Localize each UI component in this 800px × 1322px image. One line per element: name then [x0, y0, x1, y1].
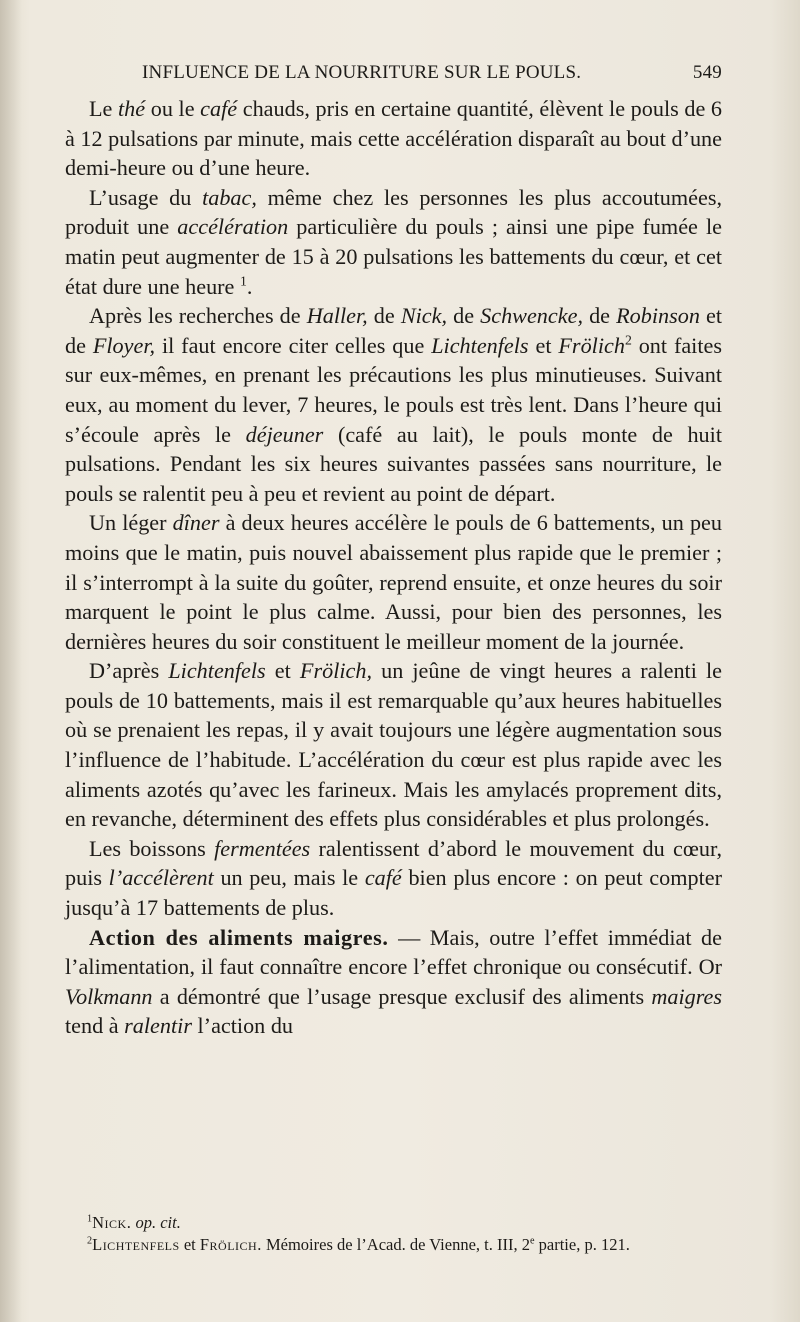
text-run: l’action du: [191, 1013, 294, 1039]
text-run: tend à: [65, 1013, 125, 1039]
footnote-superscript: e: [529, 1235, 535, 1247]
author-floyer: Floyer,: [92, 332, 156, 358]
footnote-author: Nick.: [92, 1213, 132, 1232]
text-run: un jeûne de vingt heures a ralenti le pouls de 10 battements, mais il est remarquable qu’aux heures habituelles où se prenaient les repas, il y avait toujours une légère augmentation sous l’influence de l’habitude. L’accélération du cœur est plus rapide avec les aliments azotés qu’avec les farineux. Mais les amylacés proprement dits, en revanche, déterminent des effets plus considérables et plus prolongés.: [65, 658, 722, 832]
text-run: — Mais, outre l’effet immédiat de l’alimentation, il faut connaître encore l’effet chronique ou consécutif. Or: [65, 924, 722, 980]
text-run: Un léger: [89, 510, 173, 536]
text-run: de: [447, 303, 481, 329]
emphasis-ralentir: ralentir: [124, 1013, 192, 1039]
text-run: Les boissons: [89, 835, 215, 861]
emphasis-maigres: maigres: [651, 983, 722, 1009]
emphasis-fermentees: fermentées: [214, 835, 311, 861]
footnote-ref-1[interactable]: 1: [239, 273, 247, 289]
author-lichtenfels: Lichtenfels: [431, 332, 529, 358]
text-run: de: [367, 303, 401, 329]
emphasis-tabac: tabac,: [202, 184, 257, 210]
author-frolich: Frölich,: [299, 658, 373, 684]
text-run: et de: [65, 303, 723, 358]
author-haller: Haller,: [306, 303, 368, 329]
footnote-ref-2[interactable]: 2: [624, 332, 632, 348]
text-run: bien plus encore : on peut compter jusqu’à 17 battements de plus.: [65, 865, 722, 921]
footnote-text: partie, p. 121.: [534, 1235, 630, 1254]
text-run: ou le: [145, 96, 201, 121]
emphasis-the: thé: [118, 96, 146, 121]
section-heading-aliments-maigres: Action des aliments maigres.: [89, 924, 389, 950]
paragraph-boissons: [65, 834, 722, 923]
text-run: L’usage du: [89, 184, 203, 210]
emphasis-dejeuner: déjeuner: [245, 421, 324, 447]
emphasis-cafe: café: [364, 865, 402, 891]
text-run: ralentissent d’abord le mouvement du cœur, puis: [65, 835, 722, 891]
emphasis-cafe: café: [200, 96, 238, 121]
footnote-author: Frölich.: [199, 1235, 262, 1254]
author-frolich: Frölich: [558, 332, 625, 358]
paragraph-jeune: [65, 656, 722, 834]
text-run: a démontré que l’usage presque exclusif des aliments: [152, 983, 652, 1009]
author-nick: Nick,: [400, 303, 448, 329]
paragraph-aliments-maigres: [65, 923, 722, 1041]
footnote-mark: 2: [87, 1235, 93, 1247]
page-number: 549: [692, 62, 722, 83]
paragraph-the-cafe: [65, 94, 722, 183]
text-run: un peu, mais le: [213, 865, 365, 891]
text-run: et: [265, 658, 300, 684]
emphasis-acceleration: accélération: [177, 214, 289, 240]
author-lichtenfels: Lichtenfels: [168, 658, 266, 684]
text-run: (café au lait), le pouls monte de huit pulsations. Pendant les six heures suivantes passées sans nourriture, le pouls se ralentit peu à peu et revient au point de départ.: [65, 421, 722, 506]
text-run: même chez les personnes les plus accoutumées, produit une: [65, 184, 723, 240]
text-run: Après les recherches de: [89, 303, 307, 329]
text-run: D’après: [89, 658, 169, 684]
paragraph-diner: [65, 508, 722, 656]
running-title: INFLUENCE DE LA NOURRITURE SUR LE POULS.: [142, 62, 582, 83]
text-run: particulière du pouls ; ainsi une pipe fumée le matin peut augmenter de 15 à 20 pulsations les battements du cœur, et cet état dure une heure: [65, 214, 722, 299]
emphasis-diner: dîner: [172, 510, 220, 536]
text-run: ont faites sur eux-mêmes, en prenant les précautions les plus minutieuses. Suivant eux, au moment du lever, 7 heures, le pouls est très lent. Dans l’heure qui s’écoule après le: [65, 332, 722, 447]
text-run: .: [246, 273, 253, 299]
footnote-text: Mémoires de l’Acad. de Vienne, t. III, 2: [261, 1235, 530, 1254]
footnotes: [65, 1212, 722, 1256]
author-schwencke: Schwencke,: [480, 303, 583, 329]
paragraph-tabac: [65, 183, 722, 301]
footnote-1: [65, 1212, 722, 1234]
footnote-author: Lichtenfels: [92, 1235, 180, 1254]
page-gutter-shadow: [0, 0, 22, 1322]
text-run: de: [583, 303, 617, 329]
text-run: à deux heures accélère le pouls de 6 battements, un peu moins que le matin, puis nouvel abaissement plus rapide que le premier ; il s’interrompt à la suite du goûter, reprend ensuite, et onze heures du soir marquent le point le plus calme. Aussi, pour bien des personnes, les dernières heures du soir constituent le meilleur moment de la journée.: [65, 510, 722, 654]
footnote-mark: 1: [87, 1213, 93, 1225]
emphasis-accelerent: l’accélèrent: [108, 865, 214, 891]
body-text: [65, 94, 722, 1041]
text-run: chauds, pris en certaine quantité, élèvent le pouls de 6 à 12 pulsations par minute, mais cette accélération disparaît au bout d’une demi-heure ou d’une heure.: [65, 96, 722, 181]
footnote-text: et: [179, 1235, 200, 1254]
text-run: il faut encore citer celles que: [155, 332, 432, 358]
text-run: et: [528, 332, 559, 358]
footnote-text: op. cit.: [131, 1213, 181, 1232]
paragraph-recherches: [65, 301, 722, 508]
text-run: Le: [89, 96, 119, 121]
running-header: [90, 62, 722, 90]
author-robinson: Robinson: [616, 303, 700, 329]
footnote-2: [65, 1234, 722, 1256]
author-volkmann: Volkmann: [65, 983, 153, 1009]
